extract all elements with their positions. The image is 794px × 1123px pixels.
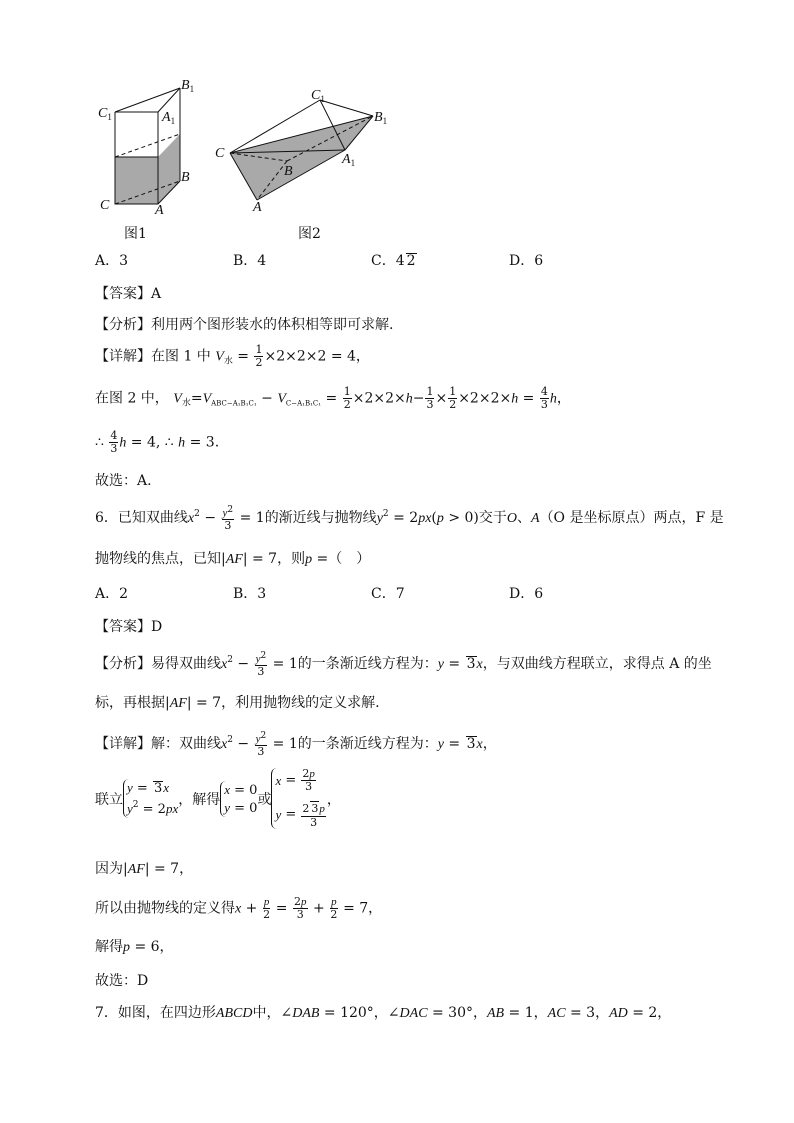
fig2-label-B1: $B_1$ (374, 110, 388, 126)
fig1-label-A: A (155, 203, 164, 218)
q5-answer: 【答案】A (95, 286, 162, 302)
q6-detail-line-3: 因为|AF| = 7， (95, 861, 194, 877)
q6-answer: 【答案】D (95, 619, 163, 635)
figure-2 (225, 88, 375, 208)
q5-detail-line-1: 【详解】在图 1 中 $V_水$ = $\frac{1}{2}$ ×2×2×2 = 4， (95, 343, 370, 369)
fig1-label-B: B (181, 170, 190, 185)
q5-detail-line-2: 在图 2 中， $V_水=V_{ABC-A_1B_1C_1} - V_{C-A_1B_1C_1}$ = $\frac{1}{2}$ ×2×2×h− $\frac{1}{3}$ × $\frac{1}{2}$ ×2×2×h = $\frac{4}{3}$ h， (95, 385, 571, 411)
q5-detail-line-3: ∴ $\frac{4}{3}$ h = 4, ∴ h = 3. (95, 429, 220, 455)
fig2-label-C1: $C_1$ (311, 88, 325, 104)
fig2-label-B: B (284, 164, 293, 179)
q6-option-a: A．2 (95, 586, 129, 602)
q6-detail-line-5: 解得p = 6， (95, 939, 174, 955)
fig1-label-B1: $B_1$ (181, 78, 195, 94)
fig1-label-C1: $C_1$ (98, 106, 112, 122)
q6-analysis-line-2: 标，再根据|AF| = 7，利用抛物线的定义求解. (95, 695, 380, 711)
fig1-label-A1: $A_1$ (162, 110, 176, 126)
fig2-label-A: A (253, 200, 262, 215)
q6-stem-line-1: 6．已知双曲线$x^2$ − $\frac{y^2}{3}$ = 1的渐近线与抛物线$y^2 = 2px(p > 0)$交于O、A（O 是坐标原点）两点，F 是 (95, 505, 724, 532)
fig1-label-C: C (100, 198, 110, 213)
q6-analysis-line-1: 【分析】易得双曲线$x^2$ − $\frac{y^2}{3}$ = 1的一条渐近线方程为：y = 3x，与双曲线方程联立，求得点 A 的坐 (95, 651, 712, 678)
q6-detail-line-2: 联立 y = 3x $y^2 = 2px$ ，解得 x = 0 y = 0 或 x = $\frac{2p}{3}$ y = $\frac{2 3p}{3}$ ， (95, 767, 341, 829)
q5-analysis: 【分析】利用两个图形装水的体积相等即可求解. (95, 317, 394, 333)
q5-option-b: B．4 (233, 253, 267, 269)
q7-stem: 7．如图，在四边形ABCD中，∠DAB = 120°，∠DAC = 30°，AB = 1，AC = 3，AD = 2， (95, 1005, 672, 1021)
fig2-label-A1: $A_1$ (342, 152, 356, 168)
q6-option-b: B．3 (233, 586, 267, 602)
q6-option-c: C．7 (371, 586, 405, 602)
q5-conclusion: 故选：A. (95, 473, 152, 489)
q6-stem-line-2: 抛物线的焦点，已知|AF| = 7，则p =（ ） (95, 551, 371, 567)
figure-1 (95, 76, 210, 218)
q6-conclusion: 故选：D (95, 973, 149, 989)
fig1-water-side (158, 134, 180, 204)
q5-option-c: C．4 2 (371, 253, 416, 269)
q5-option-a: A．3 (95, 253, 129, 269)
q6-detail-line-4: 所以由抛物线的定义得x + $\frac{p}{2}$ = $\frac{2p}{3}$ + $\frac{p}{2}$ = 7， (95, 895, 383, 921)
q6-option-d: D．6 (509, 586, 544, 602)
fig1-caption: 图1 (124, 226, 147, 242)
fig2-caption: 图2 (298, 226, 321, 242)
q6-detail-line-1: 【详解】解：双曲线$x^2$ − $\frac{y^2}{3}$ = 1的一条渐近线方程为：y = 3x， (95, 731, 497, 758)
fig2-label-C: C (215, 146, 225, 161)
fig1-water-front (115, 157, 158, 204)
q5-option-d: D．6 (509, 253, 544, 269)
